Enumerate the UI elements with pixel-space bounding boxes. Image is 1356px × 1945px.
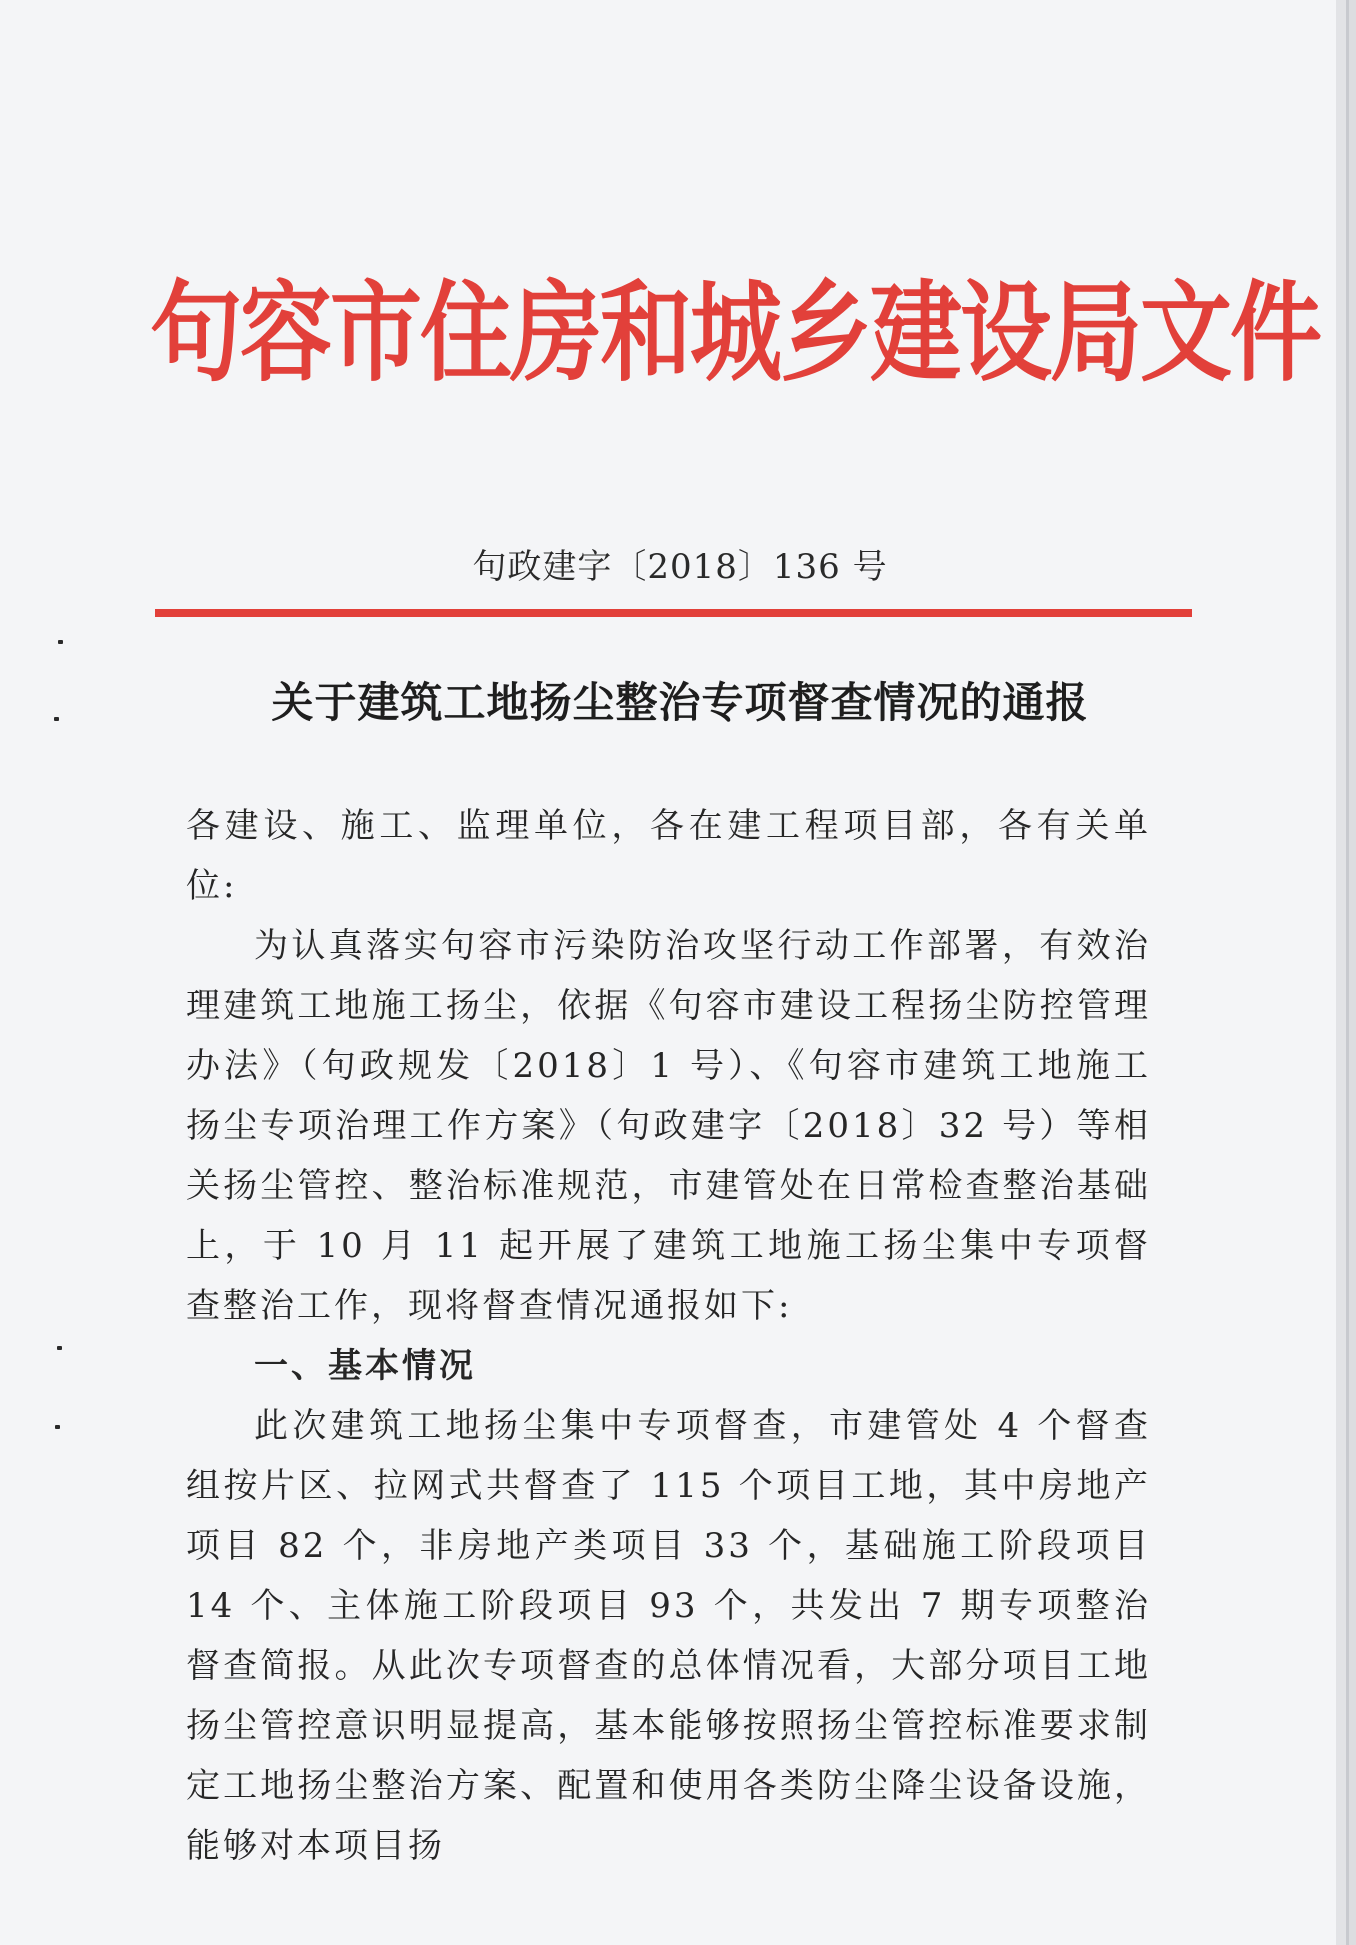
salutation: 各建设、施工、监理单位，各在建工程项目部，各有关单位: bbox=[186, 806, 1151, 906]
document-title: 关于建筑工地扬尘整治专项督查情况的通报 bbox=[271, 678, 1089, 727]
intro-paragraph: 为认真落实句容市污染防治攻坚行动工作部署，有效治理建筑工地施工扬尘，依据《句容市建设工程扬尘防控管理办法》（句政规发〔2018〕1 号）、《句容市建筑工地施工扬尘专项治理工作方案》（句政建字〔2018〕32 号）等相关扬尘管控、整治标准规范，市建管处在日常检查整治基础上，于 10 月 11 起开展了建筑工地施工扬尘集中专项督查整治工作，现将督查情况通报如下: bbox=[186, 926, 1151, 1326]
section-heading: 一、基本情况 bbox=[254, 1346, 476, 1386]
document-body bbox=[186, 796, 1151, 1876]
issuer-header: 句容市住房和城乡建设局文件 bbox=[150, 269, 1321, 397]
binding-hole-mark bbox=[57, 1346, 62, 1350]
header-divider bbox=[155, 609, 1192, 617]
document-number: 句政建字〔2018〕136 号 bbox=[472, 547, 888, 587]
binding-hole-mark bbox=[54, 717, 59, 721]
binding-hole-mark bbox=[58, 640, 63, 644]
basic-situation-paragraph: 此次建筑工地扬尘集中专项督查，市建管处 4 个督查组按片区、拉网式共督查了 115 个项目工地，其中房地产项目 82 个，非房地产类项目 33 个，基础施工阶段项目 14 个、主体施工阶段项目 93 个，共发出 7 期专项整治督查简报。从此次专项督查的总体情况看，大部分项目工地扬尘管控意识明显提高，基本能够按照扬尘管控标准要求制定工地扬尘整治方案、配置和使用各类防尘降尘设备设施，能够对本项目扬 bbox=[186, 1406, 1151, 1866]
page-edge bbox=[1336, 0, 1346, 1945]
binding-hole-mark bbox=[55, 1425, 60, 1429]
